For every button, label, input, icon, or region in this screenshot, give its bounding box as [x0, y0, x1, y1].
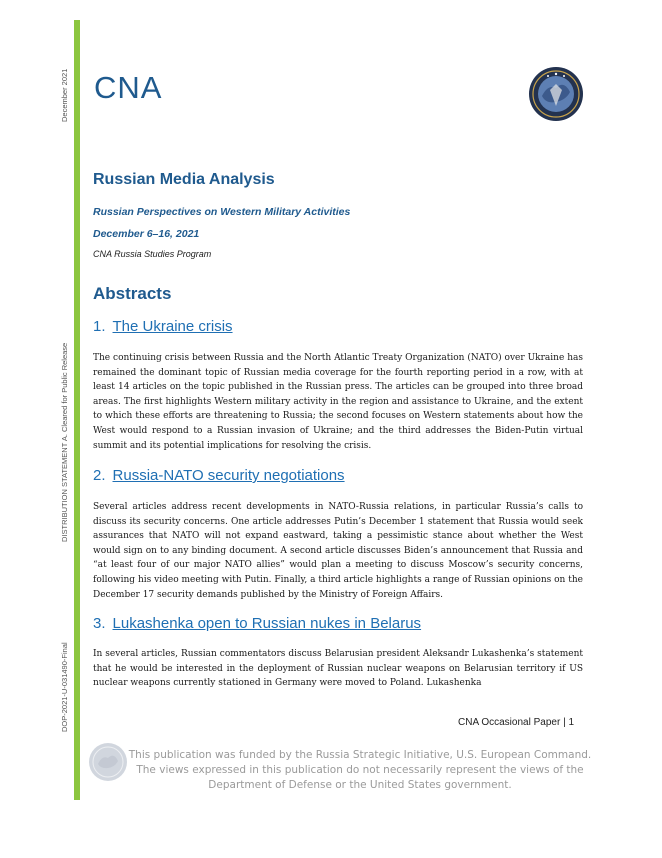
program-name: CNA Russia Studies Program — [93, 249, 212, 259]
section-number: 1. — [93, 318, 106, 335]
document-subtitle: Russian Perspectives on Western Military Activities — [93, 206, 351, 218]
section-link-russia-nato[interactable]: Russia-NATO security negotiations — [112, 467, 345, 484]
abstracts-heading: Abstracts — [93, 284, 172, 303]
footer-paper-label — [458, 717, 574, 728]
footer-seal-icon — [88, 742, 128, 782]
sidebar-distribution-statement: DISTRIBUTION STATEMENT A. Cleared for Public Release — [60, 342, 69, 542]
sidebar-date: December 2021 — [60, 68, 69, 122]
cna-logo-text: CNA — [94, 70, 163, 105]
section-link-lukashenka[interactable]: Lukashenka open to Russian nukes in Belarus — [112, 615, 422, 632]
eucom-seal-icon — [528, 66, 584, 122]
page-number: 1 — [568, 717, 575, 728]
section-number: 2. — [93, 467, 106, 484]
accent-bar — [74, 20, 80, 800]
section-heading-nato — [93, 467, 345, 484]
funding-disclaimer: This publication was funded by the Russia Strategic Initiative, U.S. European Command. The views expressed in this publication do not necessarily represent the views of the Department of Defense or the United States government. — [128, 749, 592, 791]
section-body-lukashenka: In several articles, Russian commentators discuss Belarusian president Aleksandr Lukashenka’s statement that he would be interested in the deployment of Russian nuclear weapons on Belarusian territory if US nuclear weapons currently stationed in Germany were moved to Poland. Lukashenka — [93, 649, 583, 689]
section-body-ukraine: The continuing crisis between Russia and the North Atlantic Treaty Organization (NATO) over Ukraine has remained the dominant topic of Russian media coverage for the fourth reporting period in a row, with at least 14 articles on the topic published in the Russian press. The articles can be grouped into three broad areas. The first highlights Western military activity in the region and assistance to Ukraine, and the extent to which these efforts are threatening to Russia; the second focuses on Western statements about how the West would respond to a Russian invasion of Ukraine; and the third addresses the Biden-Putin virtual summit and its potential implications for resolving the crisis. — [93, 353, 583, 451]
section-heading-lukashenka — [93, 615, 421, 632]
section-body-nato: Several articles address recent developments in NATO-Russia relations, in particular Russia’s calls to discuss its security concerns. One article addresses Putin’s December 1 statement that Russia would seek assurances that NATO will not expand eastward, taking a pessimistic stance about whether the West would sign on to any binding document. A second article discusses Biden’s announcement that Russia and “at least four of our major NATO allies” would plan a meeting to discuss Moscow’s security concerns, following his video meeting with Putin. Finally, a third article highlights a range of Russian opinions on the December 17 security demands published by the Ministry of Foreign Affairs. — [93, 502, 583, 600]
document-date-range: December 6–16, 2021 — [93, 228, 200, 240]
document-title: Russian Media Analysis — [93, 171, 275, 188]
section-heading-ukraine — [93, 318, 233, 335]
cna-logo — [94, 70, 162, 106]
footer-separator: | — [563, 717, 569, 728]
paper-series: CNA Occasional Paper — [458, 717, 561, 728]
section-link-ukraine-crisis[interactable]: The Ukraine crisis — [112, 318, 233, 335]
sidebar-document-id: DOP-2021-U-031490-Final — [60, 642, 69, 732]
section-number: 3. — [93, 615, 106, 632]
